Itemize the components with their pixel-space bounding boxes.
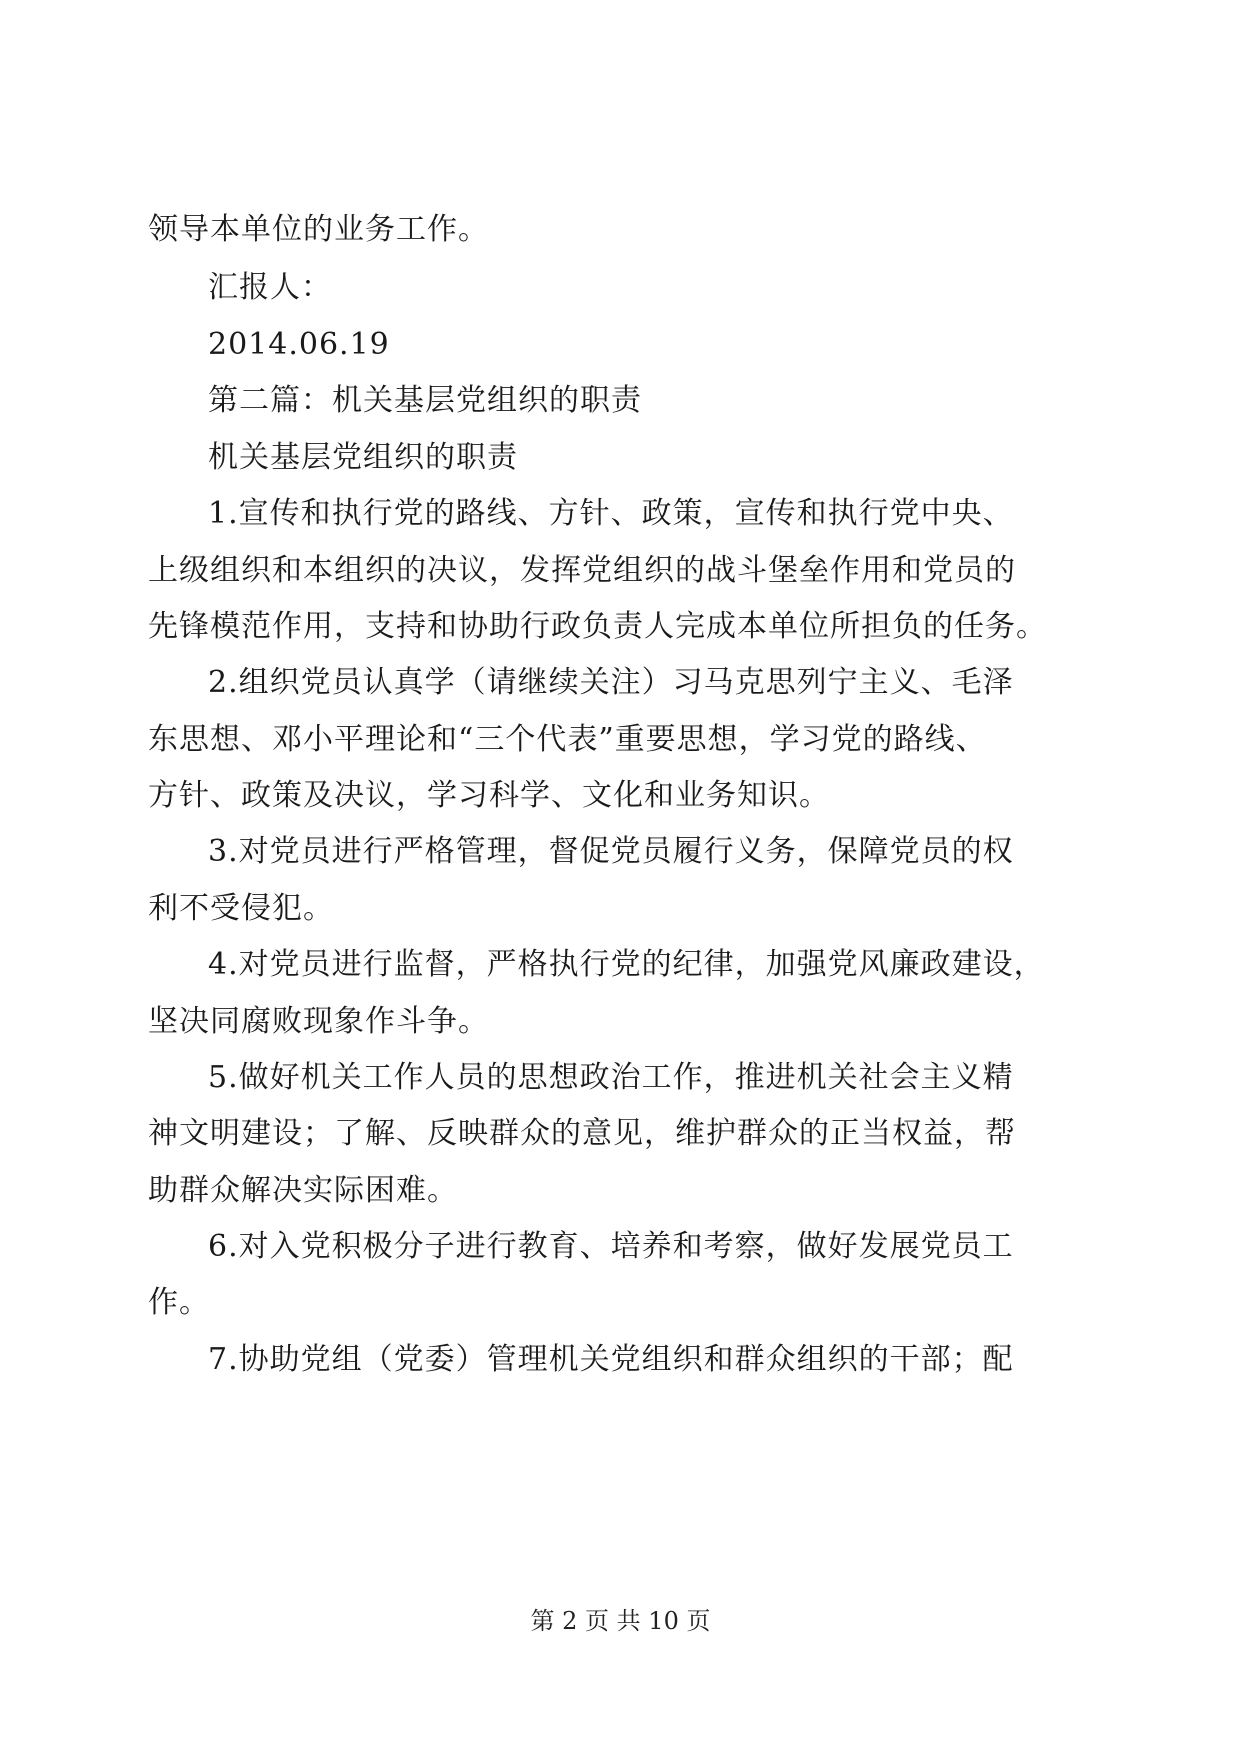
paragraph-line: 1.宣传和执行党的路线、方针、政策，宣传和执行党中央、 xyxy=(208,496,1014,531)
paragraph-line: 7.协助党组（党委）管理机关党组织和群众组织的干部；配 xyxy=(208,1342,1014,1377)
text-line: 2014.06.19 xyxy=(208,327,390,362)
paragraph-line: 2.组织党员认真学（请继续关注）习马克思列宁主义、毛泽 xyxy=(208,665,1014,700)
section-title: 机关基层党组织的职责 xyxy=(208,440,518,475)
paragraph-line: 助群众解决实际困难。 xyxy=(148,1173,458,1208)
paragraph-line: 上级组织和本组织的决议，发挥党组织的战斗堡垒作用和党员的 xyxy=(148,553,1016,588)
page-footer: 第 2 页 共 10 页 xyxy=(530,1607,711,1635)
paragraph-line: 6.对入党积极分子进行教育、培养和考察，做好发展党员工 xyxy=(208,1229,1014,1264)
paragraph-line: 3.对党员进行严格管理，督促党员履行义务，保障党员的权 xyxy=(208,834,1014,869)
paragraph-line: 5.做好机关工作人员的思想政治工作，推进机关社会主义精 xyxy=(208,1060,1014,1095)
paragraph-line: 方针、政策及决议，学习科学、文化和业务知识。 xyxy=(148,778,830,813)
paragraph-line: 利不受侵犯。 xyxy=(148,891,334,926)
paragraph-line: 坚决同腐败现象作斗争。 xyxy=(148,1004,489,1039)
paragraph-line: 神文明建设；了解、反映群众的意见，维护群众的正当权益，帮 xyxy=(148,1116,1016,1151)
paragraph-line: 东思想、邓小平理论和“三个代表”重要思想，学习党的路线、 xyxy=(148,722,987,757)
section-heading: 第二篇：机关基层党组织的职责 xyxy=(208,383,642,418)
paragraph-line: 先锋模范作用，支持和协助行政负责人完成本单位所担负的任务。 xyxy=(148,609,1047,644)
text-line: 领导本单位的业务工作。 xyxy=(148,212,489,247)
paragraph-line: 4.对党员进行监督，严格执行党的纪律，加强党风廉政建设， xyxy=(208,947,1045,982)
text-line: 汇报人： xyxy=(208,270,332,305)
paragraph-line: 作。 xyxy=(148,1285,210,1320)
